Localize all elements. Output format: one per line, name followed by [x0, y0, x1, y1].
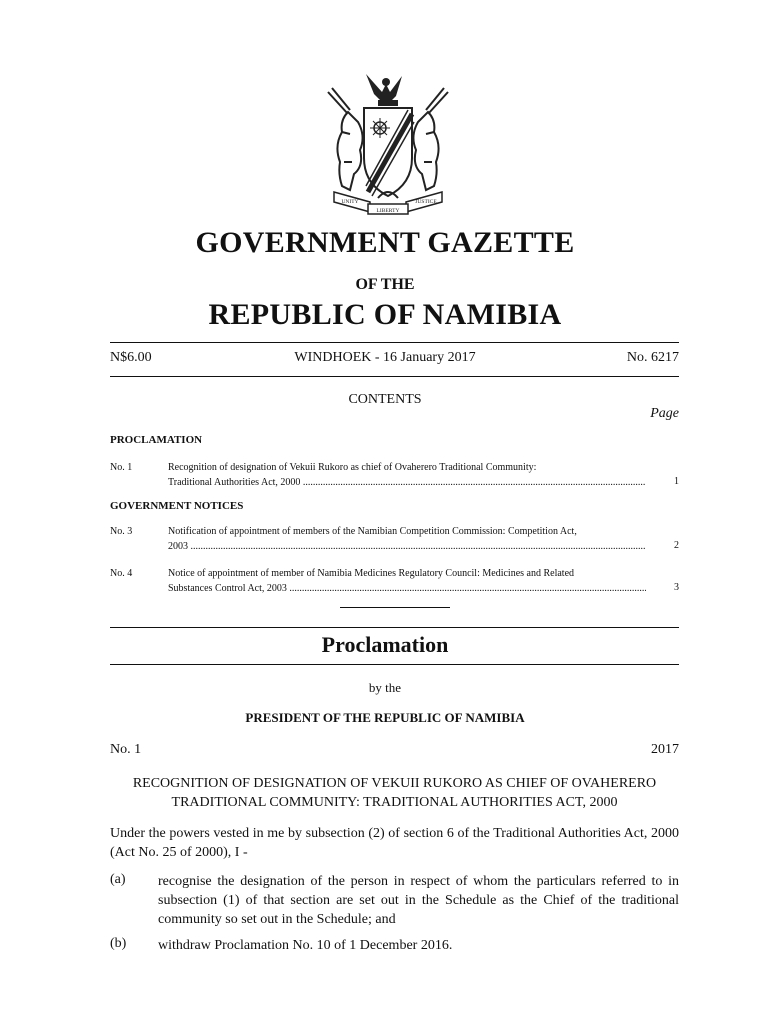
- oryx-left-icon: [328, 88, 363, 190]
- svg-text:LIBERTY: LIBERTY: [376, 208, 400, 214]
- contents-item-line2: Substances Control Act, 2003 .....: [168, 581, 646, 596]
- contents-heading: CONTENTS: [348, 392, 422, 407]
- contents-item-line1: Notification of appointment of members of the Namibian Competition Commission: Competition Act,: [168, 526, 577, 537]
- contents-item-number: No. 3: [110, 526, 133, 537]
- svg-text:JUSTICE: JUSTICE: [415, 199, 437, 205]
- contents-end-rule: [340, 607, 450, 608]
- proclamation-year: 2017: [651, 742, 679, 757]
- republic-title: REPUBLIC OF NAMIBIA: [208, 298, 562, 331]
- contents-item-number: No. 4: [110, 568, 133, 579]
- proclamation-number: No. 1: [110, 742, 142, 757]
- page-column-label: Page: [650, 406, 679, 421]
- proclamation-title: [110, 774, 679, 812]
- contents-item-text[interactable]: [168, 460, 646, 490]
- of-the-label: OF THE: [355, 276, 415, 293]
- proclamation-bottom-rule: [110, 664, 679, 665]
- issue-number: No. 6217: [626, 350, 679, 365]
- contents-item-page: 1: [674, 476, 679, 487]
- paragraph-text: recognise the designation of the person in respect of whom the particulars referred to in subsection (1) of that section are set out in the Schedule as the Chief of the traditional community so set out in the Schedule; and: [158, 874, 679, 927]
- place-date: WINDHOEK - 16 January 2017: [294, 350, 476, 365]
- header-top-rule: [110, 342, 679, 343]
- contents-item-number: No. 1: [110, 462, 133, 473]
- preamble-text: Under the powers vested in me by subsection (2) of section 6 of the Traditional Authorities Act, 2000 (Act No. 25 of 2000), I -: [110, 826, 679, 860]
- contents-item-line2: Traditional Authorities Act, 2000 .....: [168, 475, 646, 490]
- proclamation-heading: Proclamation: [321, 632, 449, 657]
- president-label: PRESIDENT OF THE REPUBLIC OF NAMIBIA: [245, 710, 525, 725]
- proclamation-title-line1: RECOGNITION OF DESIGNATION OF VEKUII RUKORO AS CHIEF OF OVAHERERO: [132, 776, 657, 791]
- paragraph-label: (a): [110, 872, 126, 887]
- header-bottom-rule: [110, 376, 679, 377]
- contents-item-page: 3: [674, 582, 679, 593]
- contents-item-text[interactable]: [168, 524, 646, 554]
- contents-item-page: 2: [674, 540, 679, 551]
- svg-text:UNITY: UNITY: [341, 199, 359, 205]
- price: N$6.00: [110, 350, 152, 365]
- oryx-right-icon: [413, 88, 448, 190]
- eagle-icon: [366, 74, 402, 106]
- proclamation-title-line2: TRADITIONAL COMMUNITY: TRADITIONAL AUTHORITIES ACT, 2000: [171, 795, 618, 810]
- contents-item-line1: Notice of appointment of member of Namibia Medicines Regulatory Council: Medicines and Related: [168, 568, 575, 579]
- contents-item-line1: Recognition of designation of Vekuii Rukoro as chief of Ovaherero Traditional Community:: [168, 462, 537, 473]
- contents-item-line2: 2003 .....: [168, 539, 646, 554]
- coat-of-arms-emblem: [320, 62, 456, 216]
- contents-section-title: PROCLAMATION: [110, 434, 203, 446]
- paragraph-label: (b): [110, 936, 127, 951]
- proclamation-top-rule: [110, 627, 679, 628]
- by-the-label: by the: [368, 680, 402, 695]
- paragraph-text: withdraw Proclamation No. 10 of 1 December 2016.: [158, 938, 453, 953]
- contents-section-title: GOVERNMENT NOTICES: [110, 500, 244, 512]
- contents-item-text[interactable]: [168, 566, 646, 596]
- shield-icon: [364, 108, 414, 196]
- gazette-title: GOVERNMENT GAZETTE: [195, 226, 575, 259]
